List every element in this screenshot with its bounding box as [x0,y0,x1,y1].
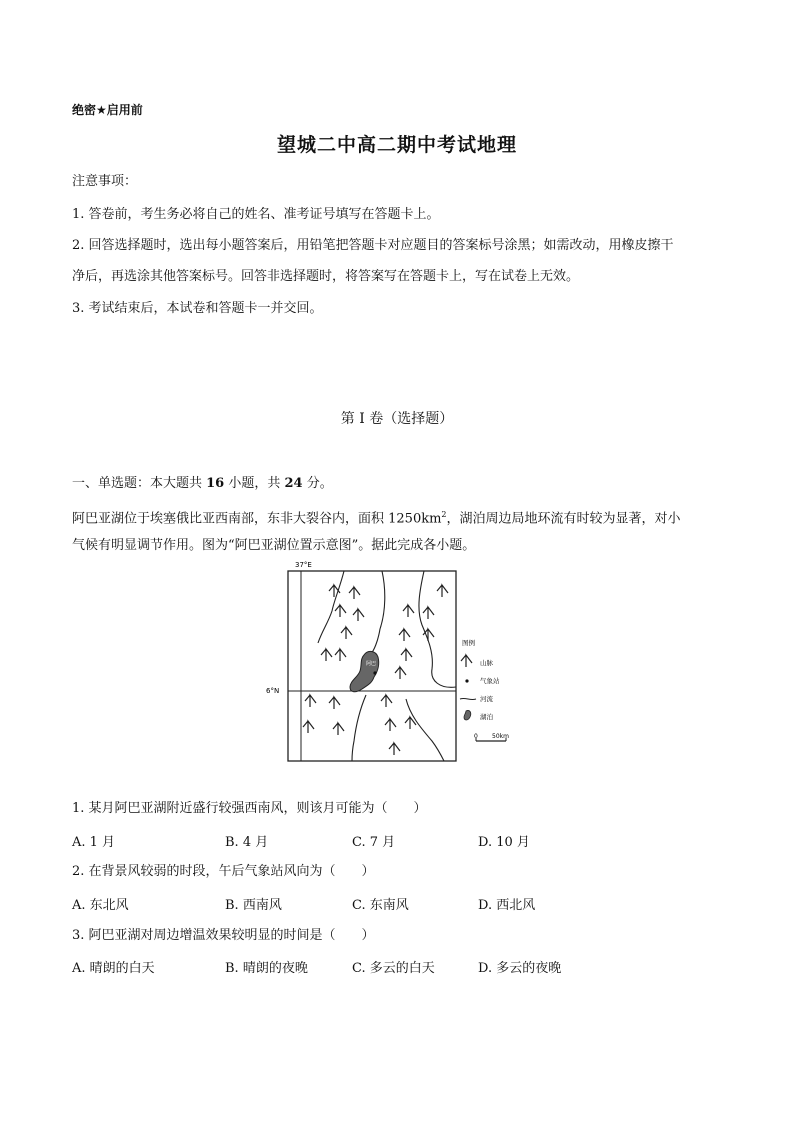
latitude-label: 6°N [266,687,280,695]
intro-text: ，湖泊周边局地环流有时较为显著，对小 [446,511,681,527]
lake-legend-icon [464,710,471,720]
option-a: A. 东北风 [72,898,129,913]
notice-item: 净后，再选涂其他答案标号。回答非选择题时，将答案写在答题卡上，写在试卷上无效。 [72,269,580,284]
intro-text: 阿巴亚湖位于埃塞俄比亚西南部，东非大裂谷内，面积 1250km [72,511,442,527]
option-d: D. 西北风 [478,898,536,913]
notice-item: 2. 回答选择题时，选出每小题答案后，用铅笔把答题卡对应题目的答案标号涂黑；如需改动，用橡皮擦干 [72,238,674,253]
question-stem: 1. 某月阿巴亚湖附近盛行较强西南风，则该月可能为（ ） [72,801,427,816]
question-stem: 2. 在背景风较弱的时段，午后气象站风向为（ ） [72,864,375,879]
option-a: A. 晴朗的白天 [72,961,155,976]
option-c: C. 多云的白天 [352,961,435,976]
total-score: 24 [284,476,303,491]
part-heading [72,474,333,494]
map-legend [460,638,509,741]
confidential-label: 绝密★启用前 [72,103,143,117]
legend-title: 图例 [462,639,475,647]
legend-mountain: 山脉 [480,659,493,667]
option-b: B. 晴朗的夜晚 [225,961,308,976]
intro-line: 气候有明显调节作用。图为“阿巴亚湖位置示意图”。据此完成各小题。 [72,538,476,553]
intro-superscript: 2 [441,510,447,519]
question-stem: 3. 阿巴亚湖对周边增温效果较明显的时间是（ ） [72,928,375,943]
option-c: C. 7 月 [352,835,396,850]
lake-location-map [266,559,514,767]
part-heading-mid: 小题，共 [224,476,285,491]
option-b: B. 4 月 [225,835,269,850]
legend-station: 气象站 [480,677,500,685]
option-c: C. 东南风 [352,898,409,913]
lake-label: 阿巴 [366,661,377,667]
option-d: D. 10 月 [478,835,530,850]
question-count: 16 [206,476,225,491]
legend-river: 河流 [480,695,493,703]
station-legend-icon [465,679,468,682]
mountain-legend-icon [461,655,472,667]
option-d: D. 多云的夜晚 [478,961,562,976]
part-heading-suffix: 分。 [302,476,333,491]
scale-end: 50km [492,733,509,740]
part-heading-prefix: 一、单选题：本大题共 [72,476,207,491]
section-heading: 第 I 卷（选择题） [340,411,454,427]
longitude-label: 37°E [295,561,312,569]
option-b: B. 西南风 [225,898,282,913]
page-title: 望城二中高二期中考试地理 [276,134,517,156]
notice-item: 3. 考试结束后，本试卷和答题卡一并交回。 [72,301,323,316]
weather-station-dot [373,671,376,674]
notice-item: 1. 答卷前，考生务必将自己的姓名、准考证号填写在答题卡上。 [72,207,440,222]
river-legend-icon [460,698,476,699]
legend-lake: 湖泊 [480,713,493,721]
scale-start: 0 [474,733,478,740]
option-a: A. 1 月 [72,835,116,850]
intro-line [72,505,681,529]
notice-heading: 注意事项： [72,174,138,189]
